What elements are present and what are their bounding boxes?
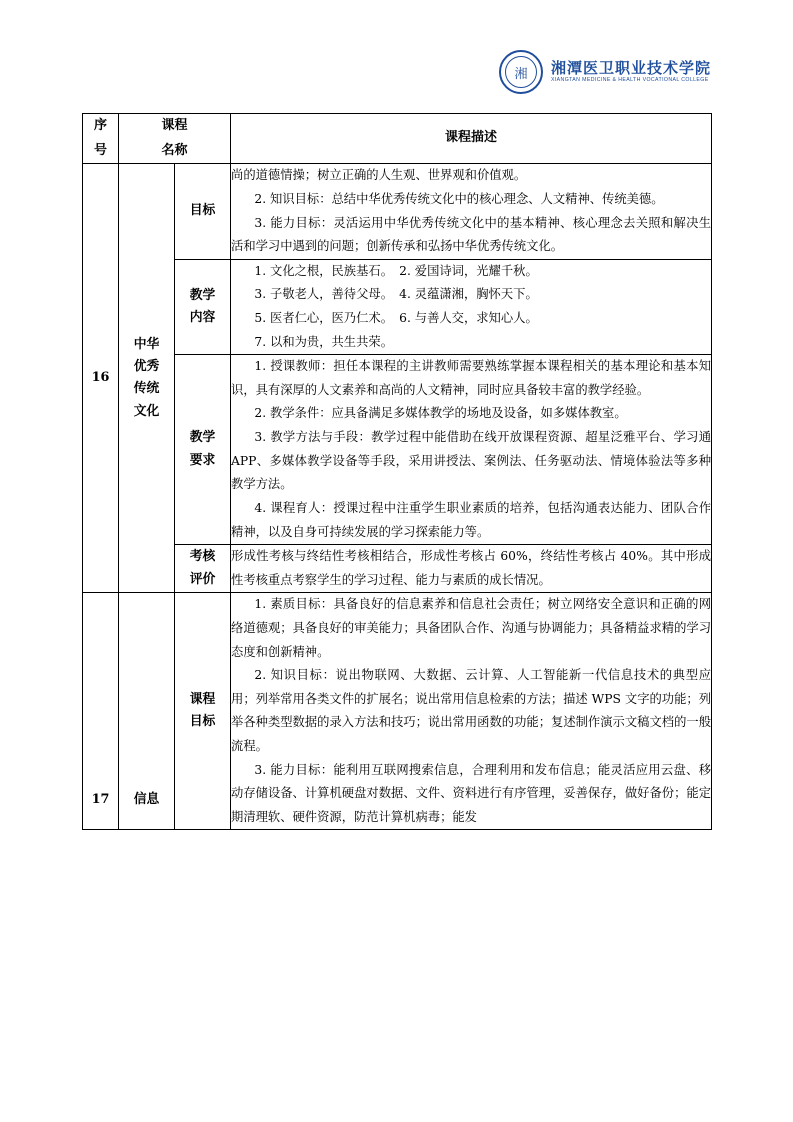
paragraph: 2. 教学条件：应具备满足多媒体教学的场地及设备，如多媒体教室。	[254, 406, 627, 421]
section-content-teaching-content	[231, 259, 712, 354]
section-label-line: 要求	[189, 452, 216, 468]
seal-monogram: 湘	[505, 56, 537, 88]
header-cell-name	[119, 114, 231, 164]
header-name-line2: 名称	[161, 142, 188, 158]
paragraph: 2. 知识目标：说出物联网、大数据、云计算、人工智能新一代信息技术的典型应用；列举常用各类文件的扩展名；说出常用信息检索的方法；描述 WPS 文字的功能；列举各种类型数据的录入方法和技巧；说出常用函数的功能；复述制作演示文稿文档的一般流程。	[231, 668, 712, 753]
paragraph: 1. 素质目标：具备良好的信息素养和信息社会责任；树立网络安全意识和正确的网络道德观；具备良好的审美能力；具备团队合作、沟通与协调能力；具备精益求精的学习态度和创新精神。	[231, 597, 712, 659]
section-label-goal	[175, 164, 231, 259]
section-label-assessment	[175, 545, 231, 593]
header-name-line1: 课程	[161, 118, 188, 133]
section-content-assessment	[231, 545, 712, 593]
row-name-17	[119, 593, 175, 830]
section-label-line: 内容	[189, 310, 216, 326]
table-row	[83, 593, 712, 830]
paragraph: 3. 子敬老人，善待父母。 4. 灵蕴潇湘，胸怀天下。	[254, 287, 538, 302]
paragraph: 7. 以和为贵，共生共荣。	[254, 334, 393, 349]
paragraph: 1. 授课教师：担任本课程的主讲教师需要熟练掌握本课程相关的基本理论和基本知识，具有深厚的人文素养和高尚的人文精神，同时应具备较丰富的教学经验。	[231, 359, 712, 397]
course-name-line: 信息	[133, 792, 160, 808]
university-seal-icon	[499, 50, 543, 94]
section-label-line: 教学	[189, 430, 216, 446]
table-row	[83, 259, 712, 354]
section-label-teaching-requirement	[175, 355, 231, 545]
table-header-row	[83, 114, 712, 164]
table-row	[83, 355, 712, 545]
row-no-value: 17	[91, 792, 110, 808]
paragraph: 3. 能力目标：灵活运用中华优秀传统文化中的基本精神、核心理念去关照和解决生活和学习中遇到的问题；创新传承和弘扬中华优秀传统文化。	[231, 215, 712, 254]
course-name-line: 传统	[133, 381, 160, 397]
header-cell-no	[83, 114, 119, 164]
paragraph: 4. 课程育人：授课过程中注重学生职业素质的培养，包括沟通表达能力、团队合作精神，以及自身可持续发展的学习探索能力等。	[231, 500, 712, 539]
college-name-en: XIANGTAN MEDICINE & HEALTH VOCATIONAL COLLEGE	[550, 77, 709, 84]
section-label-line: 目标	[189, 203, 216, 219]
header-no-line1: 序	[93, 118, 107, 133]
section-label-course-goal	[175, 593, 231, 830]
paragraph: 2. 知识目标：总结中华优秀传统文化中的核心理念、人文精神、传统美德。	[254, 191, 664, 206]
section-label-line: 目标	[189, 714, 216, 730]
row-no-16: 16	[83, 164, 119, 593]
paragraph: 3. 能力目标：能利用互联网搜索信息，合理利用和发布信息；能灵活应用云盘、移动存储设备、计算机硬盘对数据、文件、资料进行有序管理，妥善保存，做好备份；能定期清理软、硬件资源，防范计算机病毒；能发	[231, 762, 712, 824]
course-name-line: 优秀	[133, 358, 160, 374]
college-logo	[499, 50, 711, 94]
section-content-teaching-requirement	[231, 355, 712, 545]
college-name-cn: 湘潭医卫职业技术学院	[550, 58, 711, 77]
row-name-16	[119, 164, 175, 593]
section-label-line: 课程	[189, 692, 216, 707]
table-row	[83, 164, 712, 259]
section-label-line: 评价	[189, 571, 216, 587]
section-content-goal	[231, 164, 712, 259]
course-name-line: 文化	[133, 403, 160, 419]
row-no-17	[83, 593, 119, 830]
paragraph: 5. 医者仁心，医乃仁术。 6. 与善人交，求知心人。	[254, 311, 538, 326]
course-description-table	[82, 113, 712, 830]
section-label-teaching-content	[175, 259, 231, 354]
logo-text-block	[551, 60, 711, 84]
section-label-line: 考核	[189, 549, 216, 565]
paragraph: 3. 教学方法与手段：教学过程中能借助在线开放课程资源、超星泛雅平台、学习通 APP、多媒体教学设备等手段，采用讲授法、案例法、任务驱动法、情境体验法等多种教学方法。	[231, 430, 712, 492]
section-label-line: 教学	[189, 287, 216, 303]
course-name-line: 中华	[133, 336, 160, 352]
paragraph: 1. 文化之根，民族基石。 2. 爱国诗词，光耀千秋。	[254, 263, 538, 278]
header-cell-description: 课程描述	[231, 114, 712, 164]
section-content-course-goal	[231, 593, 712, 830]
paragraph: 尚的道德情操；树立正确的人生观、世界观和价值观。	[231, 168, 527, 183]
header-no-line2: 号	[93, 142, 107, 158]
paragraph: 形成性考核与终结性考核相结合，形成性考核占 60%，终结性考核占 40%。其中形成性考核重点考察学生的学习过程、能力与素质的成长情况。	[231, 549, 712, 587]
table-row	[83, 545, 712, 593]
